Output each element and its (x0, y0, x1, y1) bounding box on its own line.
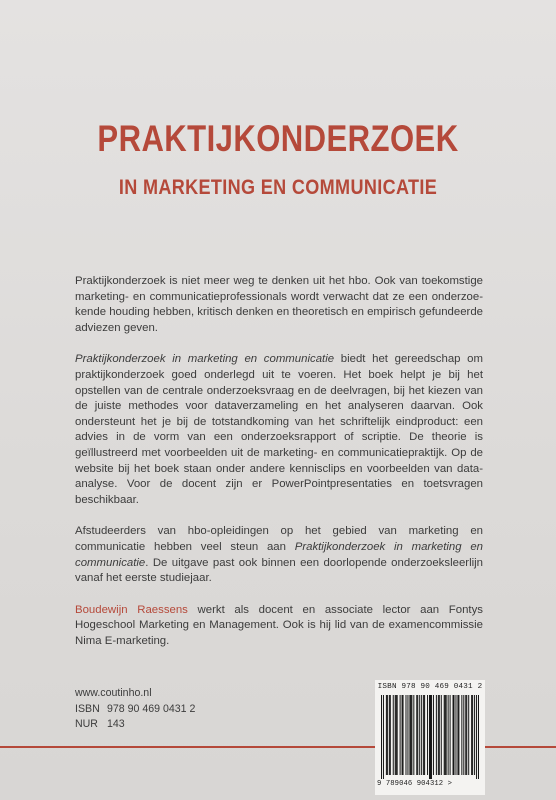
barcode-digits: 9 789046 904312 > (377, 780, 453, 788)
barcode-isbn-line: ISBN 978 90 469 0431 2 (377, 683, 483, 691)
book-title-italic: Praktijkonderzoek in marketing en communicatie (75, 540, 484, 569)
barcode (375, 680, 485, 795)
blurb-paragraph-2 (75, 352, 483, 508)
blurb-paragraph-1: Praktijkonderzoek is niet meer weg te denken uit het hbo. Ook van toekomstige marketing- en communicatieprofessionals wordt verwacht dat ze een onderzoekende houding hebben, kritisch denken en theoretisch en empirisch gefundeerde adviezen geven. (75, 275, 483, 334)
nur-value: 143 (107, 718, 125, 730)
blurb-paragraph-3 (75, 524, 483, 586)
isbn-value: 978 90 469 0431 2 (107, 702, 196, 715)
publisher-info (75, 686, 195, 733)
book-title-italic: Praktijkonderzoek in marketing en communicatie (75, 353, 335, 366)
nur-label: NUR (75, 718, 98, 730)
blurb (75, 274, 483, 665)
isbn-label: ISBN (75, 702, 100, 715)
author-paragraph (75, 603, 483, 650)
author-bio: werkt als docent en associate lector aan Fontys Hogeschool Marketing en Management. Ook is hij lid van de examencommissie Nima E-marketing. (75, 603, 483, 647)
nur-row (75, 717, 195, 733)
cover-title: PRAKTIJKONDERZOEK (97, 118, 459, 159)
blurb-paragraph-2-text: biedt het gereedschap om praktijkonderzoek goed onderlegd uit te voeren. Het boek helpt je bij het opstellen van de centrale onderzoeksvraag en de deelvragen, bij het kiezen van de juiste methodes voor dataverzameling en het analyseren daarvan. Ook ondersteunt het je bij de totstandkoming van het schriftelijk eindproduct: een advies in de vorm van een onderzoeksrapport of scriptie. De theorie is geïllustreerd met voorbeelden uit de marketing- en communicatiepraktijk. Op de website bij het boek staan onder andere kennisclips en voorbeelden van data-analyse. Voor de docent zijn er PowerPointpresentaties en toetsvragen beschikbaar. (75, 353, 483, 506)
cover-subtitle: IN MARKETING EN COMMUNICATIE (118, 176, 438, 199)
blurb-paragraph-3-start: Afstudeerders van hbo-opleidingen op het gebied van marketing en communicatie hebben veel steun aan (75, 525, 483, 553)
blurb-paragraph-3-end: . De uitgave past ook binnen een doorlopende onderzoeksleerlijn vanaf het eerste studiejaar. (75, 556, 483, 585)
publisher-website: www.coutinho.nl (75, 687, 152, 699)
isbn-row (75, 702, 195, 718)
author-name: Boudewijn Raessens (75, 603, 188, 616)
barcode-bars-icon (381, 695, 479, 779)
